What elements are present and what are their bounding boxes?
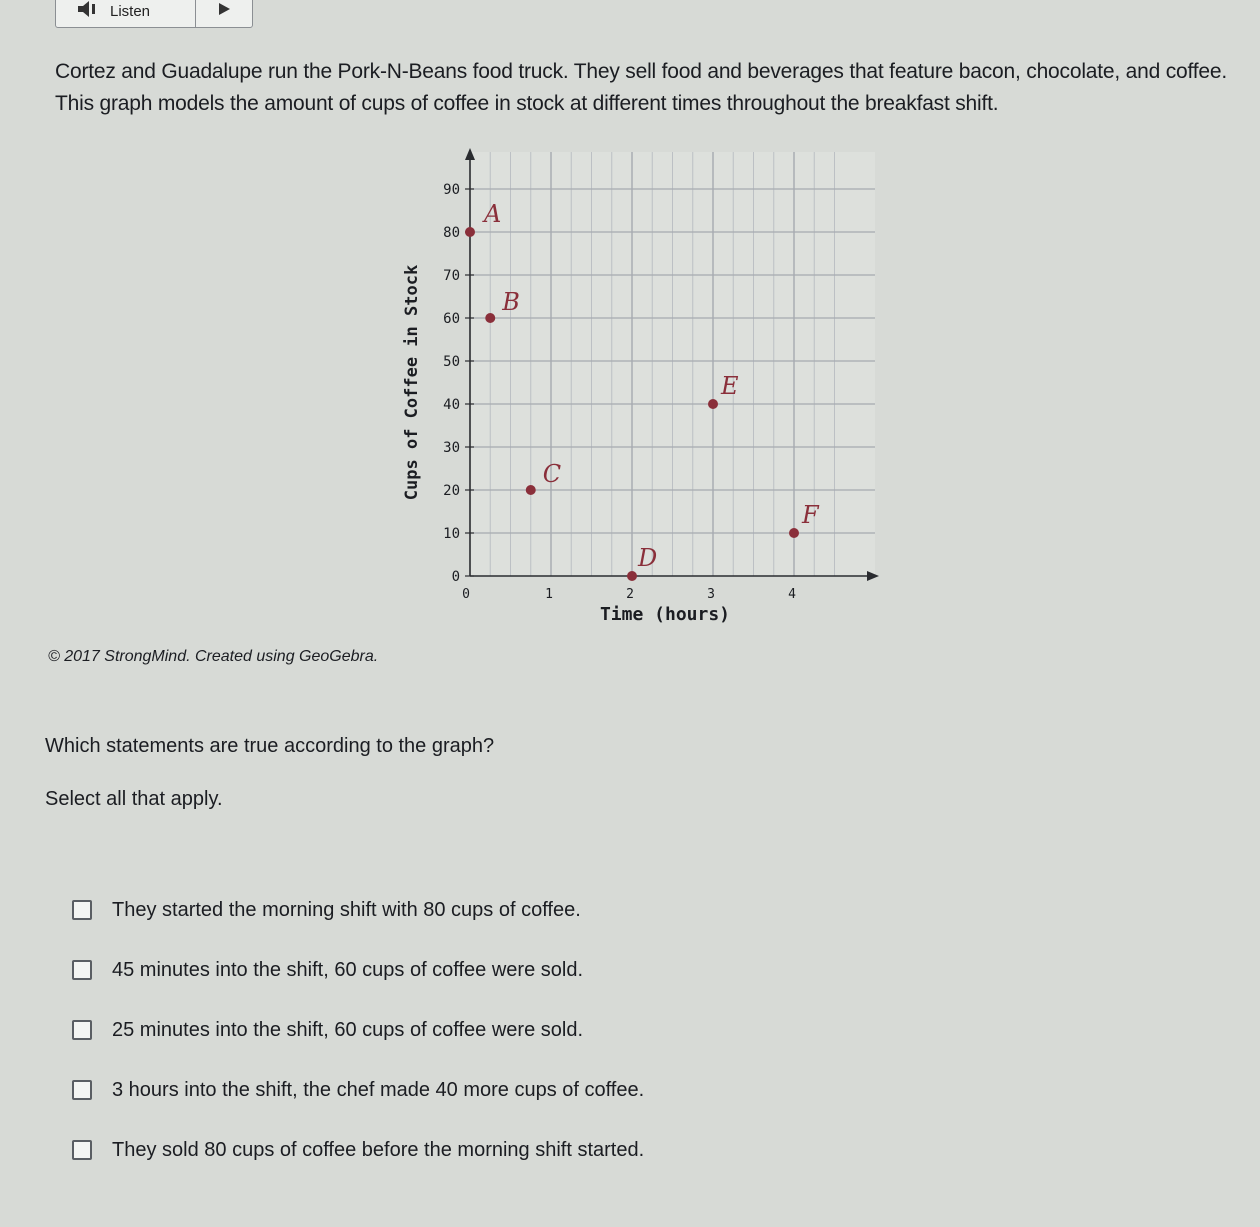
point-label: A [484,200,502,228]
checkbox[interactable] [72,1140,92,1160]
point-label: B [502,288,520,316]
y-tick-label: 70 [443,268,460,284]
chart-svg [380,140,900,630]
point-label: F [802,501,819,529]
question-text: Which statements are true according to the graph? [45,735,495,757]
option-label: 25 minutes into the shift, 60 cups of coffee were sold. [112,1018,584,1041]
option-label: 3 hours into the shift, the chef made 40 more cups of coffee. [112,1078,645,1101]
data-point-a [465,227,475,237]
option-label: They sold 80 cups of coffee before the morning shift started. [112,1138,645,1161]
y-tick-label: 40 [443,397,460,413]
answer-option-4[interactable] [72,1060,972,1120]
x-tick-label: 1 [545,587,553,602]
point-label: C [542,460,562,488]
answer-option-1[interactable] [72,880,972,940]
checkbox[interactable] [72,1020,92,1040]
y-tick-label: 20 [443,483,460,499]
data-point-c [526,485,536,495]
x-tick-label: 3 [707,587,715,602]
option-label: They started the morning shift with 80 cups of coffee. [112,898,581,921]
answer-option-3[interactable] [72,1000,972,1060]
y-tick-label: 90 [443,182,460,198]
play-icon [217,2,231,21]
answer-option-2[interactable] [72,940,972,1000]
data-point-d [627,571,637,581]
instruction-text: Select all that apply. [45,788,223,810]
checkbox[interactable] [72,900,92,920]
coffee-stock-chart [380,140,900,630]
listen-label: Listen [110,2,151,20]
point-label: E [721,372,739,400]
checkbox[interactable] [72,1080,92,1100]
point-label: D [638,544,658,572]
listen-button[interactable] [56,0,196,27]
copyright-notice: © 2017 StrongMind. Created using GeoGebra. [48,648,379,665]
x-tick-label: 2 [626,587,634,602]
y-axis-title: Cups of Coffee in Stock [402,264,422,501]
checkbox[interactable] [72,960,92,980]
option-label: 45 minutes into the shift, 60 cups of coffee were sold. [112,958,584,981]
problem-intro: Cortez and Guadalupe run the Pork-N-Beans food truck. They sell food and beverages that feature bacon, chocolate, and coffee. This graph models the amount of cups of coffee in stock at different times throughout the breakfast shift. [55,60,1227,115]
data-point-e [708,399,718,409]
x-axis-title: Time (hours) [599,604,731,625]
y-tick-label: 80 [443,225,460,241]
y-tick-label: 0 [451,569,460,585]
y-tick-label: 30 [443,440,460,456]
speaker-icon [76,0,102,23]
x-tick-label: 0 [462,587,470,602]
y-tick-label: 50 [443,354,460,370]
y-tick-label: 10 [443,526,460,542]
data-point-f [789,528,799,538]
x-tick-label: 4 [788,587,796,602]
answer-options [72,880,972,1180]
data-point-b [485,313,495,323]
answer-option-5[interactable] [72,1120,972,1180]
listen-toolbar [55,0,253,28]
y-tick-label: 60 [443,311,460,327]
play-button[interactable] [196,0,252,27]
